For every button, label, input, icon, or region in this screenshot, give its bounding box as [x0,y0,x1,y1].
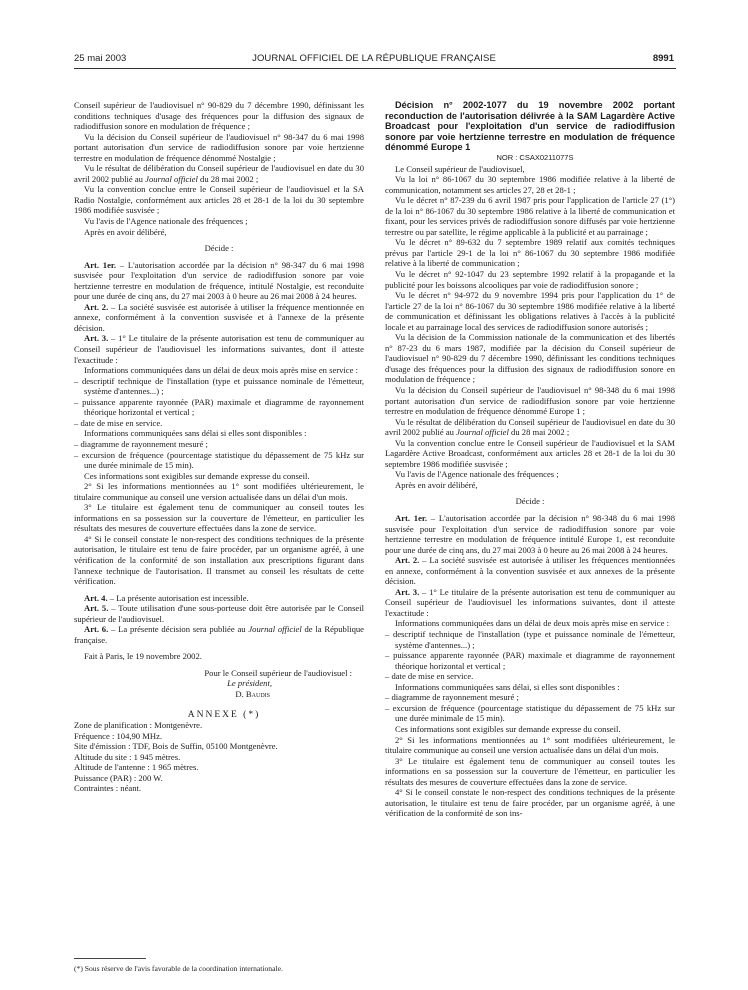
list-item: – excursion de fréquence (pourcentage statistique du dépassement de 75 kHz sur une durée minimale de 15 min). [74,449,364,471]
list-item: – diagramme de rayonnement mesuré ; [74,438,208,449]
paragraph: Vu la loi n° 86-1067 du 30 septembre 1986 modifiée relative à la liberté de communication, notamment ses articles 27, 28 et 28-1 ; [385,174,675,195]
article [74,333,364,365]
article-label: Art. 3. [84,333,109,344]
paragraph: Vu la décision de la Commission nationale de la communication et des libertés n° 87-23 du 6 mars 1987, modifiée par la décision du Conseil supérieur de l'audiovisuel n° 90-829 du 7 décembre 1990, définissant les conditions techniques d'usage des fréquences pour la diffusion des signaux de radiodiffusion sonore en modulation de fréquence ; [385,332,675,385]
nor-reference: NOR : CSAX0211077S [496,152,574,162]
page-header [74,53,674,67]
article-label: Art. 3. [395,586,420,597]
text: du 28 mai 2002 ; [508,427,570,438]
page-number: 8991 [652,53,674,64]
article [385,555,675,587]
article-text: – La société susvisée est autorisée à utiliser la fréquence mentionnée en annexe, conformément à la convention susvisée et à l'annexe de la présente décision. [74,301,365,333]
text: du 28 mai 2002 ; [197,173,259,184]
paragraph: 4° Si le conseil constate le non-respect des conditions techniques de la présente autorisation, le titulaire est tenu de faire procéder, par un organisme agréé, à une vérification de la conformité de son ins- [385,787,675,819]
paragraph: Vu la convention conclue entre le Conseil supérieur de l'audiovisuel et la SA Radio Nostalgie, conformément aux articles 28 et 28-1 de la loi du 30 septembre 1986 modifiée susvisée ; [74,184,364,216]
journal-title: JOURNAL OFFICIEL DE LA RÉPUBLIQUE FRANÇAISE [252,53,496,64]
article [74,593,364,604]
list-item: – date de mise en service. [385,671,474,682]
article-text: – L'autorisation accordée par la décision n° 98-347 du 6 mai 1998 susvisée pour l'exploitation d'un service de radiodiffusion sonore par voie hertzienne terrestre en modulation de fréquence, intitulé Nostalgie, est reconduite pour une durée de cinq ans, du 27 mai 2003 à 0 heure au 26 mai 2008 à 24 heures. [74,259,364,302]
right-column [385,100,675,819]
list-item: – diagramme de rayonnement mesuré ; [385,692,519,703]
article [74,624,364,645]
article-label: Art. 6. [84,624,109,635]
paragraph: Vu le décret n° 89-632 du 7 septembre 1989 relatif aux comités techniques prévus par l'article 29-1 de la loi n° 86-1067 du 30 septembre 1986 modifiée relative à la liberté de communication ; [385,237,675,269]
article-label: Art. 2. [395,555,420,566]
paragraph: 3° Le titulaire est également tenu de communiquer au conseil toutes les informations en sa possession sur la couverture de l'émetteur, en particulier les résultats des mesures de couverture effectuées dans la zone de service. [74,502,364,534]
text-italic: Journal officiel [456,427,509,438]
article-text: – La société susvisée est autorisée à utiliser les fréquences mentionnées en annexe, conformément à la convention susvisée et aux annexes de la présente décision. [385,555,675,587]
annexe-line: Puissance (PAR) : 200 W. [74,772,163,783]
paragraph: Vu la convention conclue entre le Conseil supérieur de l'audiovisuel et la SAM Lagardère Active Broadcast, conformément aux articles 28 et 28-1 de la loi du 30 septembre 1986 modifiée susvisée ; [385,437,675,469]
annexe-line: Zone de planification : Montgenèvre. [74,720,203,731]
decide-heading: Décide : [204,243,234,254]
footnote: (*) Sous réserve de l'avis favorable de la coordination internationale. [74,964,283,973]
paragraph: Le Conseil supérieur de l'audiovisuel, [395,163,525,174]
paragraph: Vu le décret n° 92-1047 du 23 septembre 1992 relatif à la propagande et la publicité pour les boissons alcooliques par voie de radiodiffusion sonore ; [385,268,675,290]
text-italic: Journal officiel [248,624,302,635]
article-label: Art. 1er. [395,513,428,524]
annexe-line: Altitude de l'antenne : 1 965 mètres. [74,762,199,773]
decision-title: Décision n° 2002-1077 du 19 novembre 2002 portant reconduction de l'autorisation délivrée à la SAM Lagardère Active Broadcast pour l'exploitation d'un service de radiodiffusion sonore par voie hertzienne terrestre en modulation de fréquence dénommé Europe 1 [385,100,675,153]
paragraph: 3° Le titulaire est également tenu de communiquer au conseil toutes les informations en sa possession sur la couverture de l'émetteur, en particulier les résultats des mesures de couverture effectuées dans la zone de service. [385,755,675,787]
article [385,513,675,555]
article-text: – La présente décision sera publiée au [108,624,249,635]
article-text: – La présente autorisation est incessible. [107,592,249,603]
paragraph: Vu la décision du Conseil supérieur de l'audiovisuel n° 98-347 du 6 mai 1998 portant autorisation d'un service de radiodiffusion sonore par voie hertzienne terrestre en modulation de fréquence dénommé Nostalgie ; [74,131,364,163]
paragraph: Vu le décret n° 87-239 du 6 avril 1987 pris pour l'application de l'article 27 (1°) de la loi n° 86-1067 du 30 septembre 1986 relative à la liberté de communication et fixant, pour les services privés de radiodiffusion sonore diffusés par voie hertzienne terrestre ou par satellite, le régime applicable à la publicité et au parrainage ; [385,195,675,237]
annexe-line: Fréquence : 104,90 MHz. [74,730,163,741]
paragraph [74,163,364,184]
article [385,587,675,619]
list-item: – descriptif technique de l'installation (type et puissance nominale de l'émetteur, système d'antennes...) ; [74,375,364,397]
list-item: – date de mise en service. [74,417,163,428]
footnote-rule [74,958,146,959]
paragraph: Ces informations sont exigibles sur demande expresse du conseil. [395,723,621,734]
decide-heading: Décide : [515,496,545,507]
article-text: – Toute utilisation d'une sous-porteuse doit être autorisée par le Conseil supérieur de l'audiovisuel. [74,603,364,624]
header-date: 25 mai 2003 [74,53,127,64]
annexe-line: Altitude du site : 1 945 mètres. [74,751,181,762]
article [74,260,364,302]
article-text: – 1° Le titulaire de la présente autorisation est tenu de communiquer au Conseil supérieur de l'audiovisuel les informations suivantes, dont il atteste l'exactitude : [74,333,365,365]
fait-line: Fait à Paris, le 19 novembre 2002. [84,651,202,662]
paragraph: Après en avoir délibéré, [84,226,167,237]
signature-title [74,678,364,689]
text-italic: Journal officiel [145,173,198,184]
paragraph: 2° Si les informations mentionnées au 1° sont modifiées ultérieurement, le titulaire communique au conseil une version actualisée dans un délai d'un mois. [74,481,364,502]
paragraph: Informations communiquées sans délai si elles sont disponibles : [84,428,307,439]
list-item: – descriptif technique de l'installation (type et puissance nominale de l'émetteur, système d'antennes...) ; [385,629,675,650]
paragraph: Informations communiquées sans délai, si elles sont disponibles : [395,681,620,692]
paragraph: Vu l'avis de l'Agence nationale des fréquences ; [84,216,248,227]
paragraph: Vu le décret n° 94-972 du 9 novembre 1994 pris pour l'application du 1° de l'article 27 de la loi n° 86-1067 du 30 septembre 1986 modifiée relative à la liberté de communication et définissant les obligations relatives à l'accès à la publicité locale et au parrainage local des services de radiodiffusion sonore autorisés ; [385,290,675,332]
annexe-title: ANNEXE (*) [187,709,261,720]
paragraph [385,417,675,438]
annexe-line: Site d'émission : TDF, Bois de Suffin, 05100 Montgenèvre. [74,741,278,752]
signatory-name: D. Baudis [235,688,270,699]
paragraph: Vu l'avis de l'Agence nationale des fréquences ; [395,469,559,480]
text: Vu le résultat de délibération du Conseil supérieur de l'audiovisuel en date du 30 avril 2002 publié au [385,416,675,438]
article-label: Art. 4. [84,592,108,603]
annexe-line: Contraintes : néant. [74,783,142,794]
annexe-list [74,720,364,794]
paragraph: 2° Si les informations mentionnées au 1° sont modifiées ultérieurement, le titulaire communique au conseil une version actualisée dans un délai d'un mois. [385,734,675,756]
article [74,302,364,334]
article-label: Art. 5. [84,603,109,614]
paragraph: 4° Si le conseil constate le non-respect des conditions techniques de la présente autorisation, le titulaire est tenu de faire procéder, par un organisme agréé, à une vérification de la conformité de son installation aux prescriptions figurant dans l'annexe technique de l'autorisation. Il transmet au conseil les résultats de cette vérification. [74,533,364,587]
list-item: – puissance apparente rayonnée (PAR) maximale et diagramme de rayonnement théorique horizontal et vertical ; [385,650,675,671]
article [74,603,364,624]
article-label: Art. 2. [84,301,109,312]
paragraph: Informations communiquées dans un délai de deux mois après mise en service : [84,365,358,376]
text: Vu le résultat de délibération du Conseil supérieur de l'audiovisuel en date du 30 avril 2002 publié au [74,163,364,184]
paragraph: Vu la décision du Conseil supérieur de l'audiovisuel n° 98-348 du 6 mai 1998 portant autorisation d'un service de radiodiffusion sonore par voie hertzienne terrestre en modulation de fréquence dénommé Europe 1 ; [385,385,675,417]
paragraph: Conseil supérieur de l'audiovisuel n° 90-829 du 7 décembre 1990, définissant les conditions techniques d'usage des fréquences pour la diffusion des signaux de radiodiffusion sonore en modulation de fréquence ; [74,100,364,132]
left-column [74,100,364,794]
article-text: de la République française. [74,624,364,645]
list-item: – excursion de fréquence (pourcentage statistique du dépassement de 75 kHz sur une durée minimale de 15 min). [385,702,675,724]
paragraph: Informations communiquées dans un délai de deux mois après mise en service : [395,618,669,629]
article-label: Art. 1er. [84,259,117,270]
paragraph: Après en avoir délibéré, [395,479,478,490]
article-text: – 1° Le titulaire de la présente autorisation est tenu de communiquer au Conseil supérieur de l'audiovisuel les informations suivantes, dont il atteste l'exactitude : [385,586,676,618]
signature-line: Pour le Conseil supérieur de l'audiovisuel : [204,667,352,678]
paragraph: Ces informations sont exigibles sur demande expresse du conseil. [84,470,310,481]
list-item: – puissance apparente rayonnée (PAR) maximale et diagramme de rayonnement théorique horizontal et vertical ; [74,396,364,418]
article-text: – L'autorisation accordée par la décision n° 98-348 du 6 mai 1998 susvisée pour l'exploitation d'un service de radiodiffusion sonore par voie hertzienne terrestre en modulation de fréquence intitulé Europe 1, est reconduite pour une durée de cinq ans, du 27 mai 2003 à 0 heure au 26 mai 2008 à 24 heures. [385,513,675,555]
spacer [74,700,364,710]
text-italic: Le président, [227,678,272,689]
header-rule [74,68,676,69]
